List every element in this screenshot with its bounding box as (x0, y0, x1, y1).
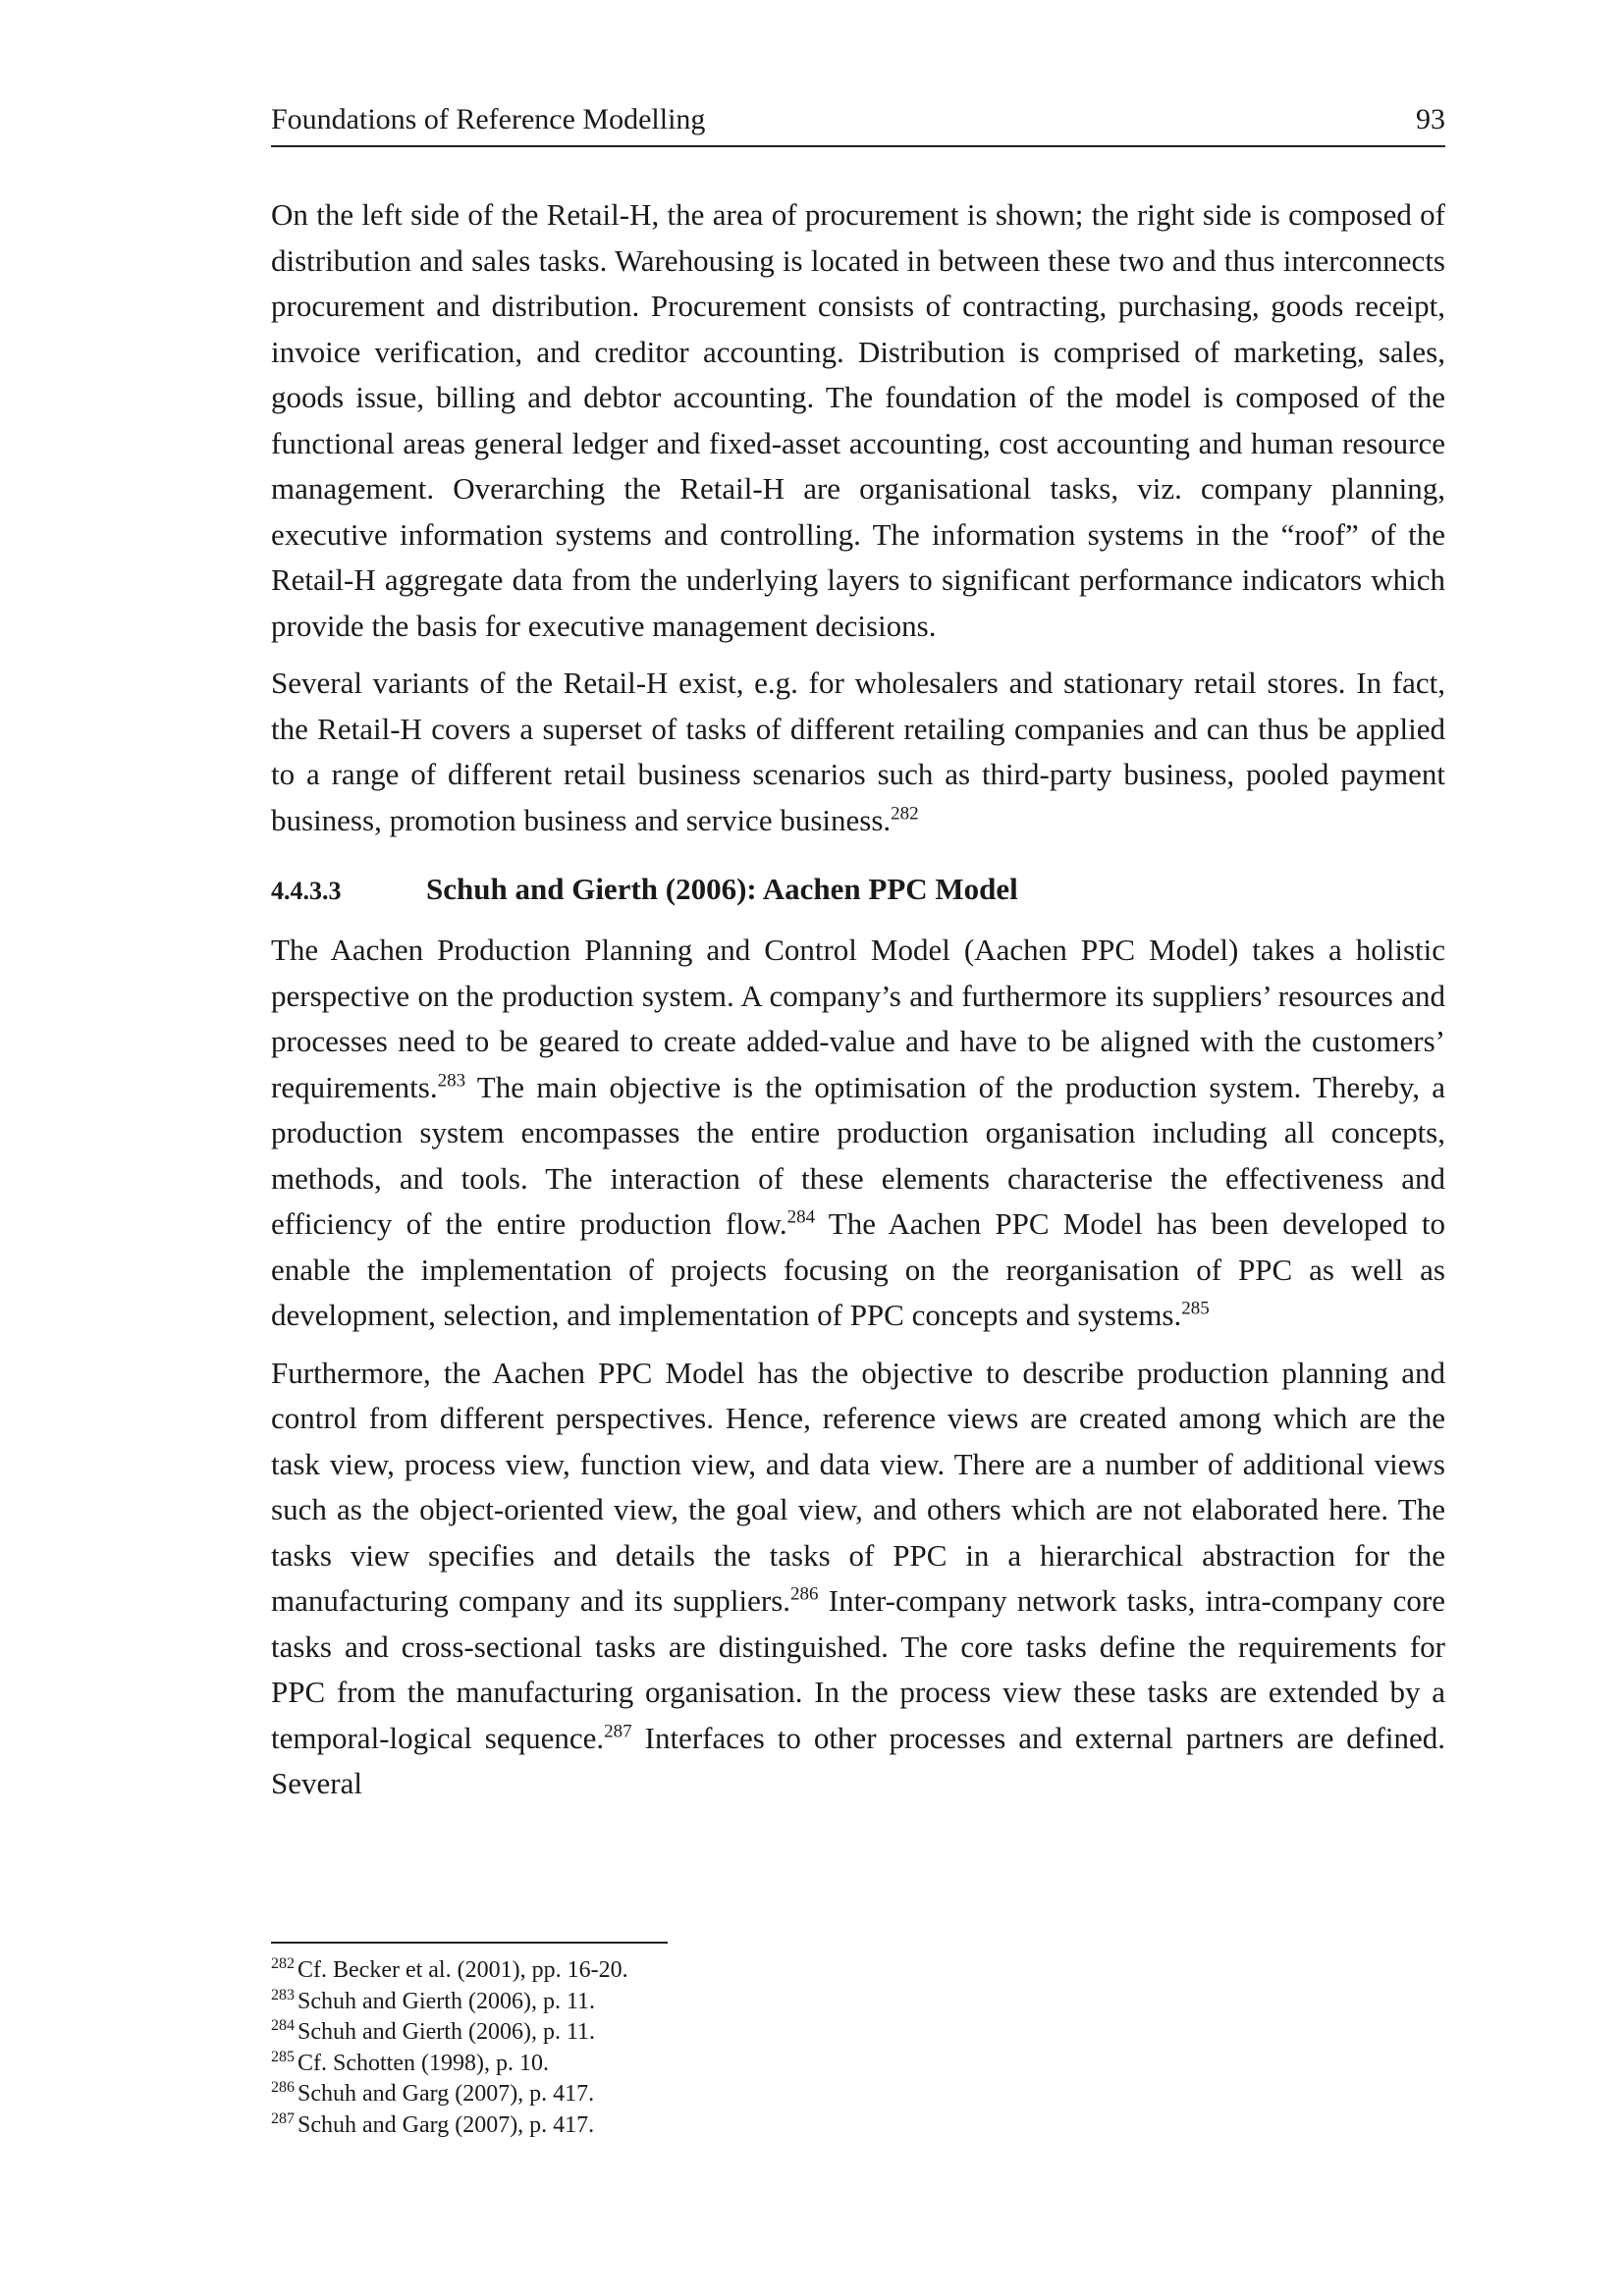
footnote-ref-285[interactable]: 285 (1181, 1298, 1210, 1319)
running-header (271, 92, 1445, 147)
footnote-number: 282 (271, 1955, 295, 1972)
paragraph-3-sentence-1: The Aachen Production Planning and Control Model (Aachen PPC Model) takes a holistic perspective on the production system. A company’s and furthermore its suppliers’ resources and processes need to be geared to create added-value and have to be aligned with the customers’ requirements. (271, 933, 1445, 1104)
paragraph-2-text: Several variants of the Retail-H exist, e.g. for wholesalers and stationary retail stores. In fact, the Retail-H covers a superset of tasks of different retailing companies and can thus be applied to a range of different retail business scenarios such as third-party business, pooled payment business, promotion business and service business. (271, 666, 1445, 837)
paragraph-4 (271, 1351, 1445, 1807)
section-number: 4.4.3.3 (271, 877, 342, 905)
footnote-ref-286[interactable]: 286 (790, 1583, 819, 1605)
page-number: 93 (1416, 103, 1445, 135)
footnote-number: 284 (271, 2017, 295, 2034)
footnote-ref-283[interactable]: 283 (437, 1070, 466, 1092)
paragraph-1: On the left side of the Retail-H, the area of procurement is shown; the right side is composed of distribution and sales tasks. Warehousing is located in between these two and thus interconnects procurement and distribution. Procurement consists of contracting, purchasing, goods receipt, invoice verification, and creditor accounting. Distribution is comprised of marketing, sales, goods issue, billing and debtor accounting. The foundation of the model is composed of the functional areas general ledger and fixed-asset accounting, cost accounting and human resource management. Overarching the Retail-H are organisational tasks, viz. company planning, executive information systems and controlling. The information systems in the “roof” of the Retail-H aggregate data from the underlying layers to significant performance indicators which provide the basis for executive management decisions. (271, 197, 1445, 643)
footnote-number: 285 (271, 2048, 295, 2065)
paragraph-3-sentence-3: The Aachen PPC Model has been developed to enable the implementation of projects focusing on the reorganisation of PPC as well as development, selection, and implementation of PPC concepts and systems. (271, 1206, 1446, 1332)
paragraph-4-sentence-1: Furthermore, the Aachen PPC Model has the objective to describe production planning and control from different perspectives. Hence, reference views are created among which are the task view, process view, function view, and data view. There are a number of additional views such as the object-oriented view, the goal view, and others which are not elaborated here. The tasks view specifies and details the tasks of PPC in a hierarchical abstraction for the manufacturing company and its suppliers. (271, 1355, 1445, 1618)
paragraph-3-sentence-2: The main objective is the optimisation of the production system. Thereby, a production system encompasses the entire production organisation including all concepts, methods, and tools. The interaction of these elements characterise the effectiveness and efficiency of the entire production flow. (271, 1069, 1445, 1241)
paragraph-2 (271, 661, 1445, 843)
footnote (271, 2079, 1155, 2110)
footnote (271, 1955, 1155, 1987)
body-text (271, 192, 1445, 1819)
footnote-text: Schuh and Gierth (2006), p. 11. (298, 1988, 596, 2014)
paragraph-4-sentence-2: Inter-company network tasks, intra-company core tasks and cross-sectional tasks are distinguished. The core tasks define the requirements for PPC from the manufacturing organisation. In the process view these tasks are extended by a temporal-logical sequence. (271, 1583, 1445, 1755)
footnote-text: Cf. Schotten (1998), p. 10. (298, 2050, 549, 2076)
footnote-separator (271, 1942, 668, 1944)
footnote-ref-282[interactable]: 282 (891, 803, 919, 825)
footnote (271, 2049, 1155, 2080)
footnote-ref-284[interactable]: 284 (786, 1206, 816, 1228)
footnote (271, 1987, 1155, 2018)
footnote-text: Schuh and Garg (2007), p. 417. (298, 2081, 595, 2107)
header-title: Foundations of Reference Modelling (271, 103, 706, 135)
footnotes (271, 1955, 1155, 2141)
footnote-text: Schuh and Gierth (2006), p. 11. (298, 2019, 596, 2045)
footnote-number: 286 (271, 2079, 295, 2096)
footnote-text: Schuh and Garg (2007), p. 417. (298, 2111, 595, 2138)
footnote-number: 283 (271, 1986, 295, 2003)
footnote-ref-287[interactable]: 287 (604, 1721, 632, 1742)
footnote (271, 2017, 1155, 2049)
footnote (271, 2110, 1155, 2142)
footnote-text: Cf. Becker et al. (2001), pp. 16-20. (298, 1957, 628, 1983)
section-heading (271, 865, 1445, 916)
paragraph-3 (271, 928, 1445, 1339)
section-title: Schuh and Gierth (2006): Aachen PPC Model (426, 872, 1018, 906)
paragraph-4-sentence-3: Interfaces to other processes and external partners are defined. Several (271, 1720, 1445, 1800)
footnote-number: 287 (271, 2109, 295, 2127)
